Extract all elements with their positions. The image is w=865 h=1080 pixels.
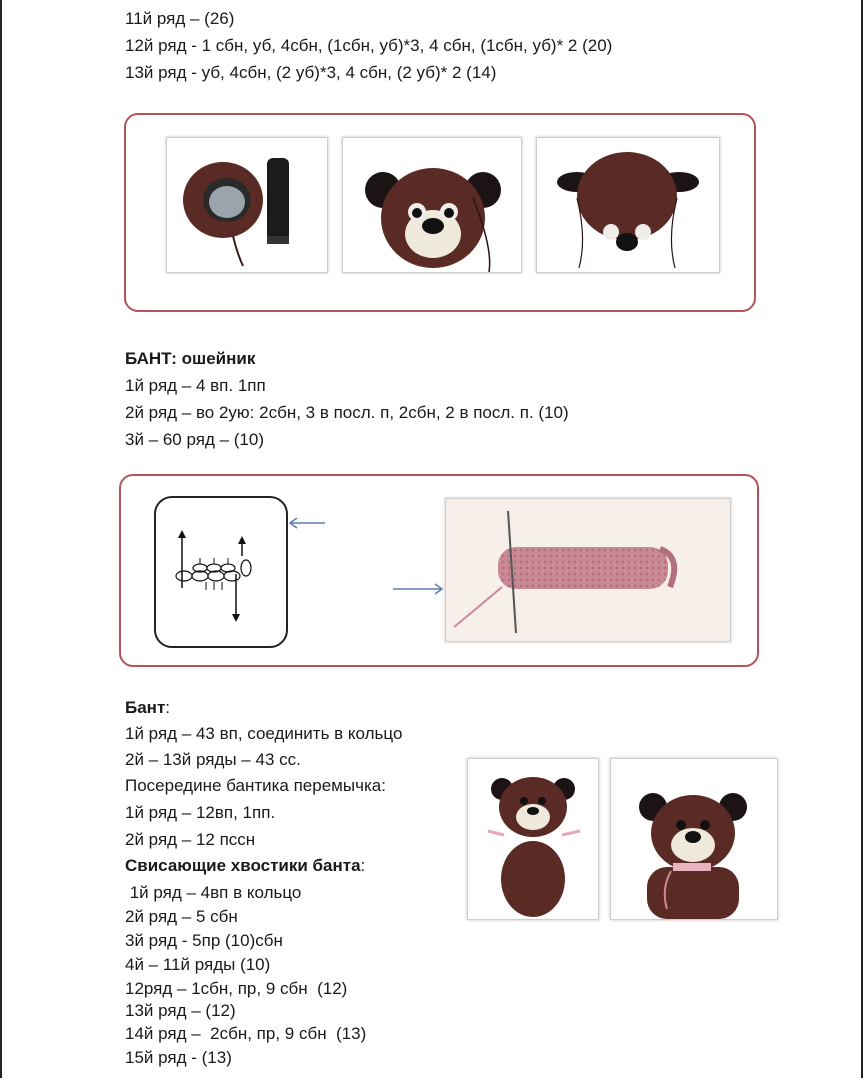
collar-row-3: 3й – 60 ряд – (10) [125,430,265,449]
bow-row-2: 2й – 13й ряды – 43 сс. [125,750,301,769]
tails-row-1: 1й ряд – 4вп в кольцо [125,883,302,902]
photo-knitted-collar [445,498,731,642]
collar-row-2: 2й ряд – во 2ую: 2сбн, 3 в посл. п, 2сбн, 2 в посл. п. (10) [125,403,569,422]
tails-row-3: 3й ряд - 5пр (10)сбн [125,931,283,950]
bow-row-1: 1й ряд – 43 вп, соединить в кольцо [125,724,403,743]
photo-bear-with-bow [610,758,778,920]
arrow-right-icon [391,582,445,596]
tails-row-6: 13й ряд – (12) [125,1001,236,1020]
photo-head-opening [166,137,328,273]
photo-bear-body [467,758,599,920]
tails-row-4: 4й – 11й ряды (10) [125,955,271,974]
row-12: 12й ряд - 1 сбн, уб, 4сбн, (1сбн, уб)*3, 4 сбн, (1сбн, уб)* 2 (20) [125,36,613,55]
bow-row-3: 1й ряд – 12вп, 1пп. [125,803,276,822]
collar-title: БАНТ: ошейник [125,349,256,368]
collar-row-1: 1й ряд – 4 вп. 1пп [125,376,266,395]
tails-row-8: 15й ряд - (13) [125,1048,232,1067]
photo-bear-face-front [342,137,522,273]
collar-stitch-diagram [154,496,288,648]
photo-frame-collar [119,474,759,667]
bow-row-bridge: Посередине бантика перемычка: [125,776,386,795]
tails-row-5: 12ряд – 1сбн, пр, 9 сбн (12) [125,979,348,998]
bow-title: Бант: [125,698,171,717]
row-13: 13й ряд - уб, 4сбн, (2 уб)*3, 4 сбн, (2 уб)* 2 (14) [125,63,497,82]
photo-frame-head [124,113,756,312]
bow-row-4: 2й ряд – 12 пссн [125,830,256,849]
row-11: 11й ряд – (26) [125,9,235,28]
tails-row-2: 2й ряд – 5 сбн [125,907,238,926]
photo-bear-face-top [536,137,720,273]
tails-title: Свисающие хвостики банта: [125,856,366,875]
tails-row-7: 14й ряд – 2сбн, пр, 9 сбн (13) [125,1024,367,1043]
arrow-left-icon [287,516,327,530]
